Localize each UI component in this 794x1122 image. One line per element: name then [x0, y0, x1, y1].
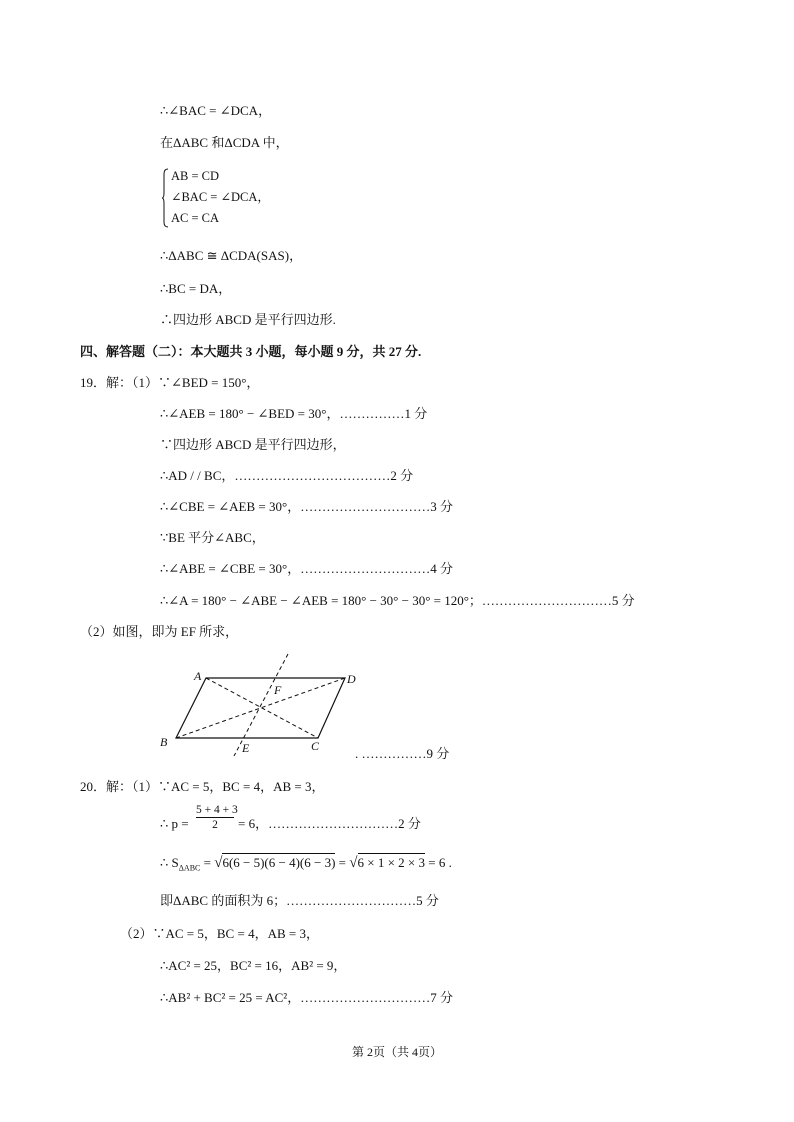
- sqrt-sign-2: √: [349, 855, 358, 871]
- q19-step-1: ∴∠AEB = 180° − ∠BED = 30°，……………1 分: [160, 406, 428, 421]
- q20-p-prefix: ∴ p =: [160, 816, 189, 831]
- proof-line-2: 在ΔABC 和ΔCDA 中，: [160, 135, 289, 150]
- q19-step-4: ∴∠CBE = ∠AEB = 30°，…………………………3 分: [160, 499, 453, 514]
- q20-p-fraction: [196, 803, 238, 832]
- q19-step-5: ∵BE 平分∠ABC，: [160, 530, 265, 545]
- system-eq-3: AC = CA: [171, 211, 220, 225]
- figure-score: . ……………9 分: [355, 746, 450, 761]
- q19-head: 19．解：（1）∵∠BED = 150°，: [80, 375, 260, 390]
- system-eq-2: ∠BAC = ∠DCA，: [171, 190, 270, 204]
- label-a: A: [194, 669, 202, 683]
- q19-part-2: （2）如图，即为 EF 所求，: [80, 624, 239, 639]
- label-f: F: [274, 683, 282, 697]
- q20-area-formula: [160, 855, 452, 877]
- parallelogram-figure: [150, 650, 370, 760]
- fraction-numerator: 5 + 4 + 3: [196, 804, 238, 816]
- label-e: E: [242, 741, 250, 755]
- diagonal-ac: [206, 678, 318, 738]
- q19-step-7: ∴∠A = 180° − ∠ABE − ∠AEB = 180° − 30° − 30° = 120°；…………………………5 分: [160, 593, 635, 608]
- q20-p-result: = 6，…………………………2 分: [238, 816, 421, 831]
- radicand-2: 6 × 1 × 2 × 3: [357, 855, 425, 870]
- area-symbol: ∴ S: [160, 855, 179, 870]
- page-footer: 第 2页（共 4页）: [351, 1045, 442, 1059]
- proof-line-1: ∴∠BAC = ∠DCA，: [160, 103, 272, 118]
- system-eq-1: AB = CD: [171, 169, 220, 183]
- equals-1: =: [200, 855, 215, 870]
- q20-part-2-sum: ∴AB² + BC² = 25 = AC²，…………………………7 分: [160, 990, 453, 1005]
- label-b: B: [160, 735, 168, 749]
- proof-line-4: ∴BC = DA，: [160, 281, 232, 296]
- q19-step-6: ∴∠ABE = ∠CBE = 30°，…………………………4 分: [160, 561, 453, 576]
- label-c: C: [311, 739, 320, 753]
- equals-2: =: [335, 855, 350, 870]
- area-result: = 6 .: [425, 855, 452, 870]
- q20-head: 20．解：（1）∵AC = 5，BC = 4，AB = 3，: [80, 779, 325, 794]
- proof-line-5: ∴四边形 ABCD 是平行四边形.: [160, 312, 336, 327]
- q20-part-2-squares: ∴AC² = 25，BC² = 16，AB² = 9，: [160, 958, 347, 973]
- system-brace: [162, 168, 169, 228]
- label-d: D: [347, 672, 356, 686]
- radicand-1: 6(6 − 5)(6 − 4)(6 − 3): [222, 855, 336, 870]
- proof-line-3: ∴ΔABC ≅ ΔCDA(SAS)，: [160, 248, 303, 263]
- area-subscript: ΔABC: [178, 863, 201, 873]
- sqrt-sign-1: √: [214, 855, 223, 871]
- q19-step-3: ∴AD / / BC，………………………………2 分: [160, 468, 414, 483]
- q20-part-2-head: （2）∵AC = 5，BC = 4，AB = 3，: [120, 926, 319, 941]
- section-heading: 四、解答题（二）：本大题共 3 小题，每小题 9 分，共 27 分.: [80, 344, 422, 359]
- fraction-denominator: 2: [212, 819, 218, 831]
- q19-step-2: ∵四边形 ABCD 是平行四边形，: [160, 437, 346, 452]
- q20-area-statement: 即ΔABC 的面积为 6；…………………………5 分: [160, 893, 439, 908]
